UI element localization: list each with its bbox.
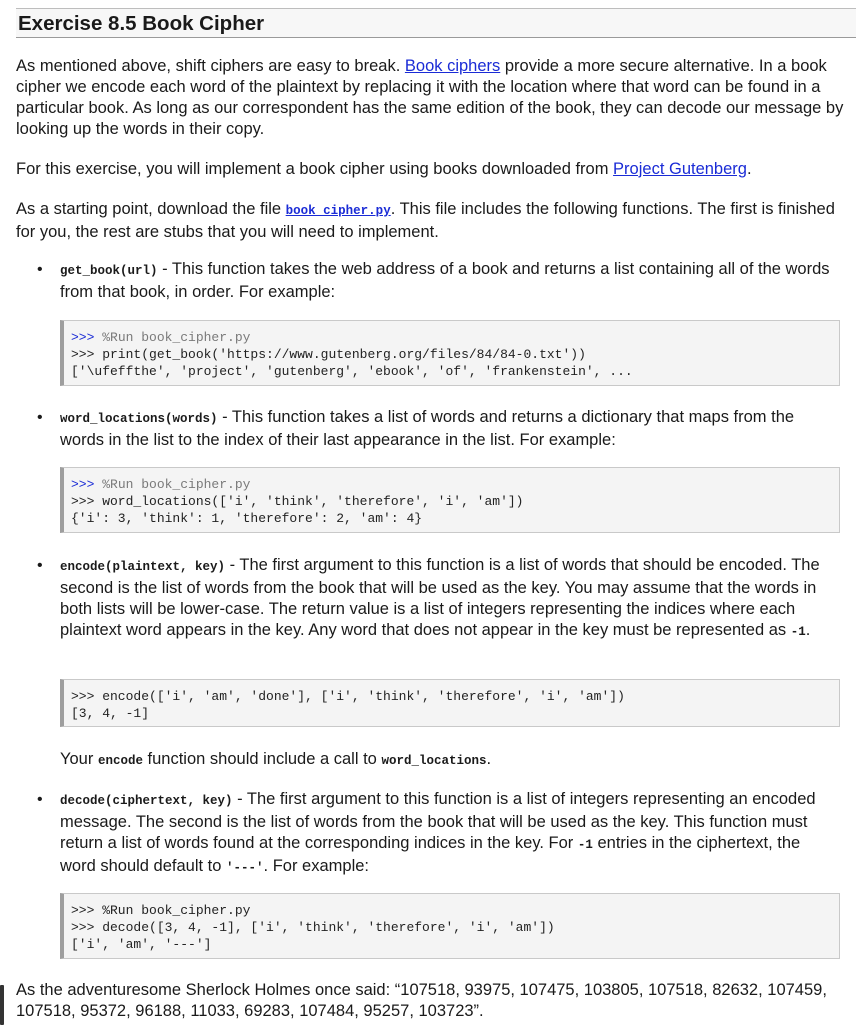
function-decode xyxy=(37,789,840,879)
page-title: Exercise 8.5 Book Cipher xyxy=(16,8,856,38)
code-line: >>> encode(['i', 'am', 'done'], ['i', 'think', 'therefore', 'i', 'am']) xyxy=(71,689,625,704)
function-description: - The first argument to this function is a list of words that should be encoded. The second is the list of words from the book that will be used as the key. You may assume that the words in both lists will be lower-case. The return value is a list of integers representing the indices where each plaintext word appears in the key. Any word that does not appear in the key must be represented as xyxy=(60,556,820,639)
intro-text: provide a more secure alternative. In a book cipher we encode each word of the plaintext by replacing it with the location where that word can be found in a particular book. As long as our correspondent has the same edition of the book, they can decode our message by looking up the words in their copy. xyxy=(16,57,844,138)
intro-paragraph-3 xyxy=(16,199,846,243)
book-cipher-file-link[interactable]: book_cipher.py xyxy=(285,204,391,218)
code-line: %Run book_cipher.py xyxy=(102,477,251,492)
code-line: >>> decode([3, 4, -1], ['i', 'think', 'therefore', 'i', 'am']) xyxy=(71,920,555,935)
code-line: >>> print(get_book('https://www.gutenberg.org/files/84/84-0.txt')) xyxy=(71,347,586,362)
inline-code: encode xyxy=(97,754,143,768)
code-line: >>> word_locations(['i', 'think', 'therefore', 'i', 'am']) xyxy=(71,494,524,509)
code-line: {'i': 3, 'think': 1, 'therefore': 2, 'am': 4} xyxy=(71,511,423,526)
function-signature: decode(ciphertext, key) xyxy=(60,794,233,808)
inline-code: word_locations xyxy=(381,754,487,768)
code-block-word-locations: >>> %Run book_cipher.py >>> word_locations(['i', 'think', 'therefore', 'i', 'am']) {'i': 3, 'think': 1, 'therefore': 2, 'am': 4} xyxy=(60,467,840,533)
encode-note xyxy=(60,749,840,772)
code-block-decode xyxy=(60,893,840,959)
function-signature: word_locations(words) xyxy=(60,412,218,426)
function-word-locations xyxy=(37,407,840,451)
code-line: %Run book_cipher.py xyxy=(102,330,251,345)
note-text: Your xyxy=(60,750,98,768)
note-text: . xyxy=(486,750,492,768)
bullet-dot: • xyxy=(37,791,43,808)
project-gutenberg-link[interactable]: Project Gutenberg xyxy=(613,160,747,178)
function-signature: encode(plaintext, key) xyxy=(60,560,226,574)
intro-paragraph-1 xyxy=(16,56,846,140)
left-edge-marker xyxy=(0,985,4,1025)
bullet-dot: • xyxy=(37,557,43,574)
intro-text: As a starting point, download the file xyxy=(16,200,286,218)
code-line: ['\ufeffthe', 'project', 'gutenberg', 'ebook', 'of', 'frankenstein', ... xyxy=(71,364,633,379)
intro-text: . This file includes the following functions. The first is finished for you, the rest are stubs that you will need to implement. xyxy=(16,200,835,241)
code-line: ['i', 'am', '---'] xyxy=(71,937,212,952)
function-description: - The first argument to this function is a list of integers representing an encoded message. The second is the list of words from the book that will be used as the key. This function must return a list of words found at the corresponding indices in the key. For xyxy=(60,790,816,852)
intro-text: For this exercise, you will implement a book cipher using books downloaded from xyxy=(16,160,614,178)
function-encode xyxy=(37,555,840,643)
intro-text: . xyxy=(746,160,752,178)
function-signature: get_book(url) xyxy=(60,264,158,278)
closing-paragraph: As the adventuresome Sherlock Holmes once said: “107518, 93975, 107475, 103805, 107518, 82632, 107459, 107518, 95372, 96188, 11033, 69283, 107484, 95257, 103723”. xyxy=(16,981,827,1020)
bullet-dot: • xyxy=(37,409,43,426)
function-description: - This function takes a list of words and returns a dictionary that maps from the words in the list to the index of their last appearance in the list. For example: xyxy=(60,408,795,449)
code-block-get-book: >>> %Run book_cipher.py >>> print(get_book('https://www.gutenberg.org/files/84/84-0.txt')) ['\ufeffthe', 'project', 'gutenberg', 'ebook', 'of', 'frankenstein', ... xyxy=(60,320,840,386)
book-ciphers-link[interactable]: Book ciphers xyxy=(404,57,501,75)
code-line: >>> %Run book_cipher.py xyxy=(71,903,251,918)
bullet-dot: • xyxy=(37,261,43,278)
intro-text: As mentioned above, shift ciphers are easy to break. xyxy=(16,57,405,75)
inline-code: -1 xyxy=(790,625,806,639)
function-description: entries in the ciphertext, the word should default to xyxy=(60,834,801,875)
function-description: . For example: xyxy=(263,857,370,875)
code-line: [3, 4, -1] xyxy=(71,706,150,721)
note-text: function should include a call to xyxy=(142,750,382,768)
inline-code: -1 xyxy=(577,838,593,852)
function-description: - This function takes the web address of a book and returns a list containing all of the words from that book, in order. For example: xyxy=(60,260,830,301)
inline-code: '---' xyxy=(226,861,264,875)
intro-paragraph-2 xyxy=(16,159,846,180)
function-get-book xyxy=(37,259,840,303)
code-block-encode xyxy=(60,679,840,727)
function-description: . xyxy=(805,621,811,639)
